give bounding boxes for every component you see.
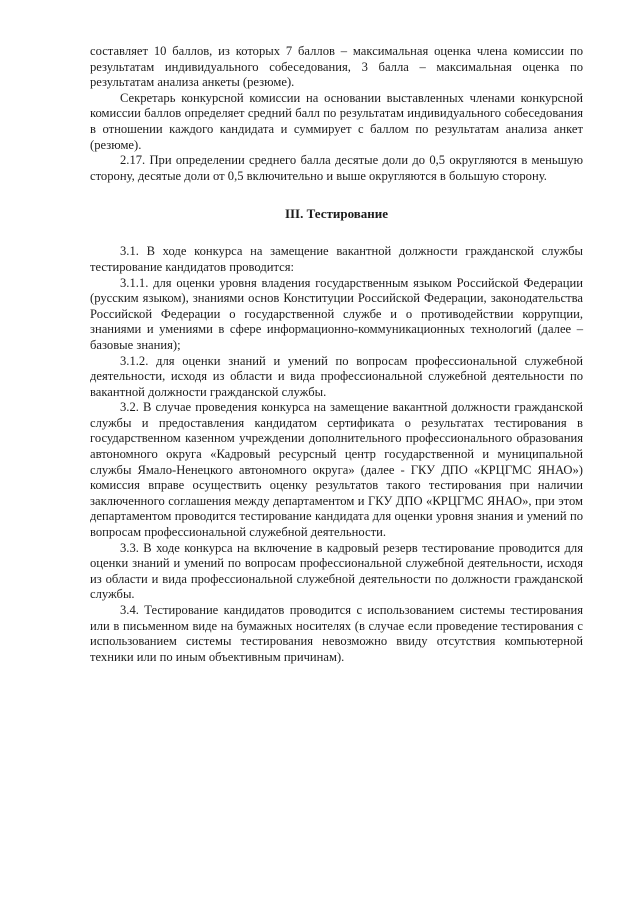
paragraph-secretary-average: Секретарь конкурсной комиссии на основании выставленных членами конкурсной комиссии баллов определяет средний балл по результатам индивидуального собеседования в отношении каждого кандидата и суммирует с баллом по результатам анализа анкет (резюме). — [90, 90, 583, 152]
paragraph-3-3: 3.3. В ходе конкурса на включение в кадровый резерв тестирование проводится для оценки знаний и умений по вопросам профессиональной служебной деятельности, исходя из области и вида профессиональной служебной деятельности по должности гражданской службы. — [90, 540, 583, 602]
paragraph-3-4: 3.4. Тестирование кандидатов проводится с использованием системы тестирования или в письменном виде на бумажных носителях (в случае если проведение тестирования с использованием системы тестирования невозможно ввиду отсутствия компьютерной техники или по иным объективным причинам). — [90, 603, 583, 664]
paragraph-score-composition: составляет 10 баллов, из которых 7 баллов – максимальная оценка члена комиссии по результатам индивидуального собеседования, 3 балла – максимальная оценка по результатам анализа анкеты (резюме). — [90, 44, 583, 90]
document-body — [90, 44, 583, 665]
paragraph-3-1-1: 3.1.1. для оценки уровня владения государственным языком Российской Федерации (русским языком), знаниями основ Конституции Российской Федерации, законодательства Российской Федерации о государственной службе и о противодействии коррупции, знаниями и умениями в сфере информационно-коммуникационных технологий (далее – базовые знания); — [90, 275, 583, 352]
paragraph-3-1: 3.1. В ходе конкурса на замещение вакантной должности гражданской службы тестирование кандидатов проводится: — [90, 244, 583, 274]
paragraph-3-1-2: 3.1.2. для оценки знаний и умений по вопросам профессиональной служебной деятельности, исходя из области и вида профессиональной служебной деятельности по вакантной должности гражданской службы. — [90, 353, 583, 399]
section-title: III. Тестирование — [284, 206, 389, 222]
paragraph-2-17-rounding: 2.17. При определении среднего балла десятые доли до 0,5 округляются в меньшую сторону, десятые доли от 0,5 включительно и выше округляются в большую сторону. — [90, 153, 583, 183]
paragraph-3-2: 3.2. В случае проведения конкурса на замещение вакантной должности гражданской службы и предоставления кандидатом сертификата о результатах тестирования в государственном казенном учреждении дополнительного профессионального образования автономного округа «Кадровый ресурсный центр государственной и муниципальной службы Ямало-Ненецкого автономного округа» (далее - ГКУ ДПО «КРЦГМС ЯНАО») комиссия вправе осуществить оценку результатов такого тестирования при наличии заключенного соглашения между департаментом и ГКУ ДПО «КРЦГМС ЯНАО», при этом департаментом проводится тестирование кандидата для оценки уровня знания и умений по вопросам профессиональной служебной деятельности. — [90, 400, 583, 540]
